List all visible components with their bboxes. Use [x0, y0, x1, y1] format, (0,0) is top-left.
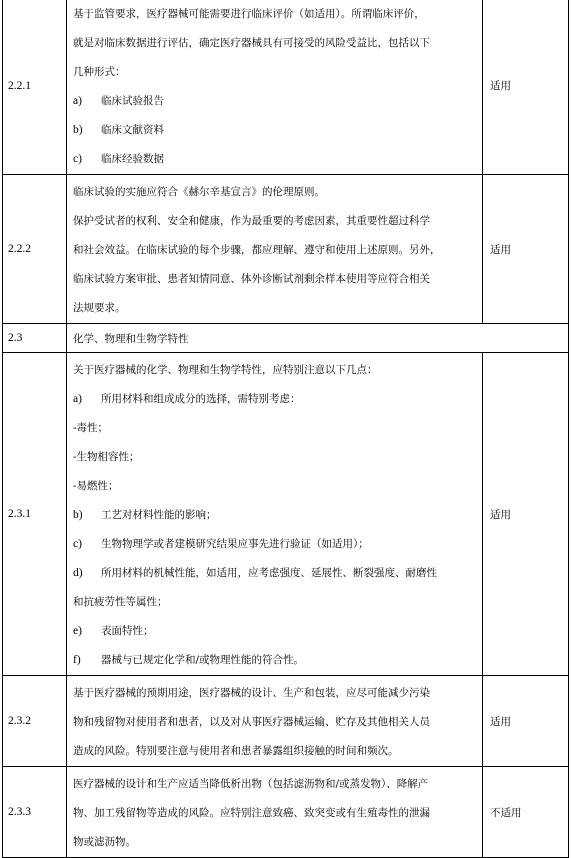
sub-item: -生物相容性； — [73, 451, 140, 463]
list-label: e) — [73, 625, 82, 637]
clause-number: 2.3 — [3, 324, 67, 353]
clause-text — [67, 175, 483, 324]
text-line: 物或滤沥物。 — [73, 836, 136, 848]
list-item — [73, 385, 476, 414]
applicability: 不适用 — [483, 767, 569, 858]
list-item — [73, 530, 476, 559]
section-title: 化学、物理和生物学特性 — [67, 324, 569, 353]
applicability: 适用 — [483, 353, 569, 676]
sub-item: -毒性； — [73, 422, 109, 434]
text-line: 基于监管要求，医疗器械可能需要进行临床评价（如适用）。所谓临床评价， — [73, 8, 425, 20]
list-item — [73, 501, 476, 530]
text-line: 临床试验的实施应符合《赫尔辛基宣言》的伦理原则。 — [73, 186, 325, 198]
list-label: b) — [73, 124, 83, 136]
clause-number: 2.3.1 — [3, 353, 67, 676]
clause-number: 2.3.2 — [3, 676, 67, 767]
list-text: 所用材料的机械性能，如适用，应考虑强度、延展性、断裂强度、耐磨性 — [101, 567, 437, 579]
list-text: 所用材料和组成成分的选择，需特别考虑： — [101, 393, 301, 405]
list-text: 器械与已规定化学和/或物理性能的符合性。 — [101, 654, 305, 666]
table-row — [3, 353, 569, 676]
list-label: a) — [73, 95, 82, 107]
text-line: 和社会效益。在临床试验的每个步骤，都应理解、遵守和使用上述原则。另外， — [73, 244, 441, 256]
sub-item: -易燃性； — [73, 480, 119, 492]
list-text: 临床试验报告 — [101, 95, 164, 107]
table-row — [3, 676, 569, 767]
clause-text — [67, 676, 483, 767]
list-item — [73, 87, 476, 116]
text-line: 基于医疗器械的预期用途，医疗器械的设计、生产和包装，应尽可能减少污染 — [73, 687, 430, 699]
text-line: 就是对临床数据进行评估，确定医疗器械具有可接受的风险受益比，包括以下 — [73, 37, 430, 49]
list-label: a) — [73, 393, 82, 405]
clause-number: 2.2.1 — [3, 0, 67, 175]
clause-text — [67, 0, 483, 175]
text-line: 临床试验方案审批、患者知情同意、体外诊断试剂剩余样本使用等应符合相关 — [73, 273, 430, 285]
applicability: 适用 — [483, 0, 569, 175]
table-row — [3, 0, 569, 175]
text-line: 关于医疗器械的化学、物理和生物学特性，应特别注意以下几点： — [73, 364, 378, 376]
text-line: 造成的风险。特别要注意与使用者和患者暴露组织接触的时间和频次。 — [73, 745, 399, 757]
list-item — [73, 145, 476, 174]
table-row — [3, 175, 569, 324]
clause-number: 2.2.2 — [3, 175, 67, 324]
list-item — [73, 116, 476, 145]
text-line: 物、加工残留物等造成的风险。应特别注意致癌、致突变或有生殖毒性的泄漏 — [73, 807, 430, 819]
section-header-row — [3, 324, 569, 353]
text-line: 和抗疲劳性等属性； — [73, 596, 168, 608]
list-text: 表面特性； — [101, 625, 154, 637]
essential-principles-table — [2, 0, 569, 858]
list-label: b) — [73, 509, 83, 521]
clause-text — [67, 353, 483, 676]
applicability: 适用 — [483, 676, 569, 767]
list-text: 临床文献资料 — [101, 124, 164, 136]
list-label: f) — [73, 654, 81, 666]
list-label: c) — [73, 153, 82, 165]
list-item — [73, 646, 476, 675]
list-text: 工艺对材料性能的影响； — [101, 509, 217, 521]
text-line: 几种形式： — [73, 66, 126, 78]
list-item — [73, 617, 476, 646]
text-line: 法规要求。 — [73, 302, 126, 314]
list-label: d) — [73, 567, 83, 579]
list-text: 临床经验数据 — [101, 153, 164, 165]
applicability: 适用 — [483, 175, 569, 324]
text-line: 物和残留物对使用者和患者，以及对从事医疗器械运输、贮存及其他相关人员 — [73, 716, 430, 728]
list-label: c) — [73, 538, 82, 550]
list-item — [73, 559, 476, 588]
list-text: 生物物理学或者建模研究结果应事先进行验证（如适用）； — [101, 538, 369, 550]
text-line: 医疗器械的设计和生产应适当降低析出物（包括滤沥物和/或蒸发物）、降解产 — [73, 778, 429, 790]
clause-number: 2.3.3 — [3, 767, 67, 858]
text-line: 保护受试者的权利、安全和健康，作为最重要的考虑因素，其重要性超过科学 — [73, 215, 430, 227]
